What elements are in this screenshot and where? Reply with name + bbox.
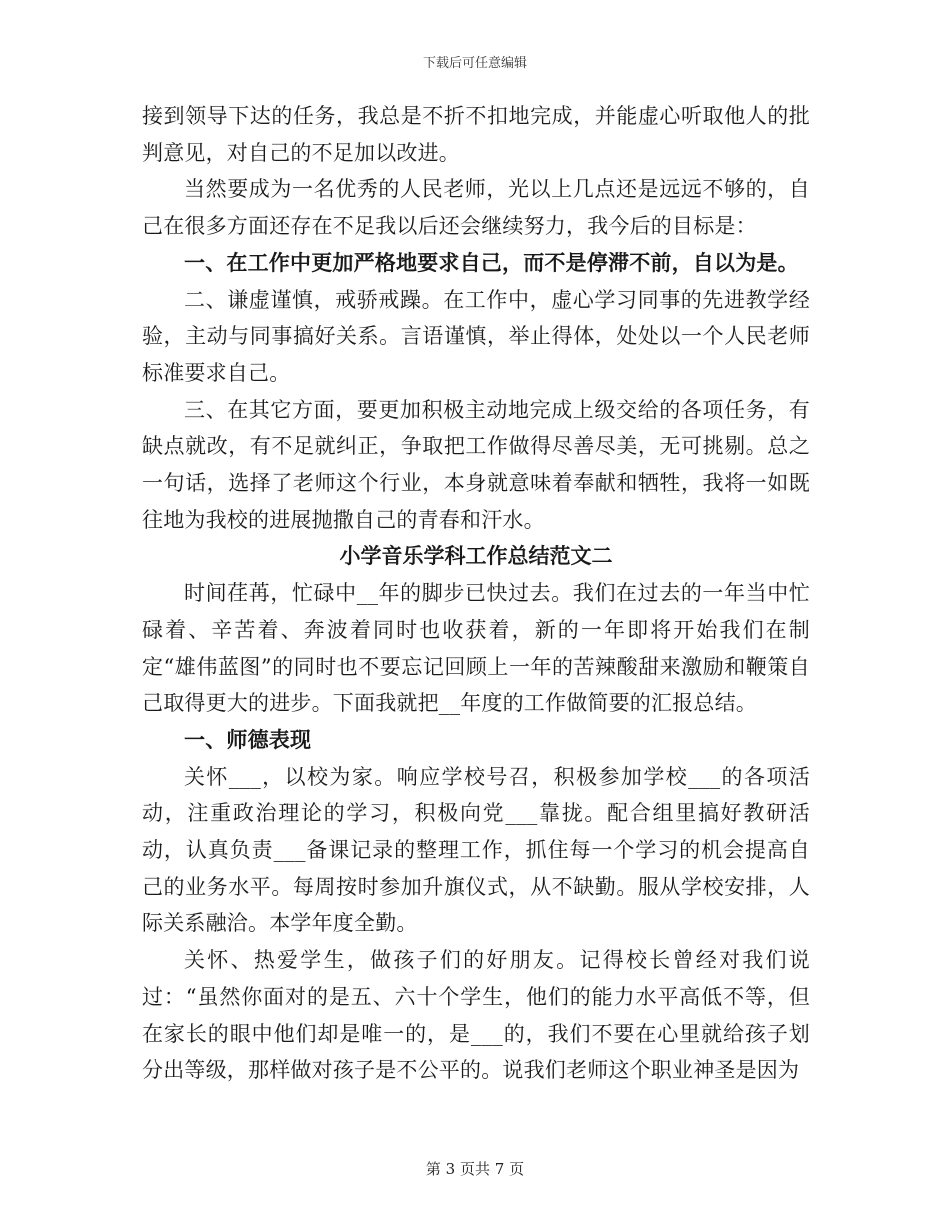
document-body bbox=[142, 98, 810, 1089]
page-header: 下载后可任意编辑 bbox=[422, 56, 527, 71]
paragraph-goal-two: 二、谦虚谨慎，戒骄戒躁。在工作中，虚心学习同事的先进教学经验，主动与同事搞好关系。言语谨慎，举止得体，处处以一个人民老师标准要求自己。 bbox=[142, 287, 810, 385]
paragraph-goals-intro: 当然要成为一名优秀的人民老师，光以上几点还是远远不够的，自己在很多方面还存在不足我以后还会继续努力，我今后的目标是： bbox=[142, 177, 810, 239]
paragraph-intro: 时间荏苒，忙碌中__年的脚步已快过去。我们在过去的一年当中忙碌着、辛苦着、奔波着同时也收获着，新的一年即将开始我们在制定“雄伟蓝图”的同时也不要忘记回顾上一年的苦辣酸甜来激励和鞭策自己取得更大的进步。下面我就把__年度的工作做简要的汇报总结。 bbox=[142, 581, 810, 716]
paragraph-ethics: 关怀___，以校为家。响应学校号召，积极参加学校___的各项活动，注重政治理论的学习，积极向党___靠拢。配合组里搞好教研活动，认真负责___备课记录的整理工作，抓住每一个学习的机会提高自己的业务水平。每周按时参加升旗仪式，从不缺勤。服从学校安排，人际关系融洽。本学年度全勤。 bbox=[142, 764, 810, 936]
paragraph-continuation: 接到领导下达的任务，我总是不折不扣地完成，并能虚心听取他人的批判意见，对自己的不足加以改进。 bbox=[142, 104, 810, 165]
paragraph-care-students: 关怀、热爱学生，做孩子们的好朋友。记得校长曾经对我们说过：“虽然你面对的是五、六十个学生，他们的能力水平高低不等，但在家长的眼中他们却是唯一的，是___的，我们不要在心里就给孩子划分出等级，那样做对孩子是不公平的。说我们老师这个职业神圣是因为 bbox=[142, 948, 810, 1083]
page-footer: 第 3 页共 7 页 bbox=[425, 1160, 525, 1178]
paragraph-goal-three: 三、在其它方面，要更加积极主动地完成上级交给的各项任务，有缺点就改，有不足就纠正，争取把工作做得尽善尽美，无可挑剔。总之一句话，选择了老师这个行业，本身就意味着奉献和牺牲，我将一如既往地为我校的进展抛撒自己的青春和汗水。 bbox=[142, 397, 810, 532]
section-title: 小学音乐学科工作总结范文二 bbox=[339, 543, 613, 569]
subheading-ethics: 一、师德表现 bbox=[184, 726, 312, 752]
paragraph-goal-one: 一、在工作中更加严格地要求自己，而不是停滞不前，自以为是。 bbox=[184, 249, 799, 275]
